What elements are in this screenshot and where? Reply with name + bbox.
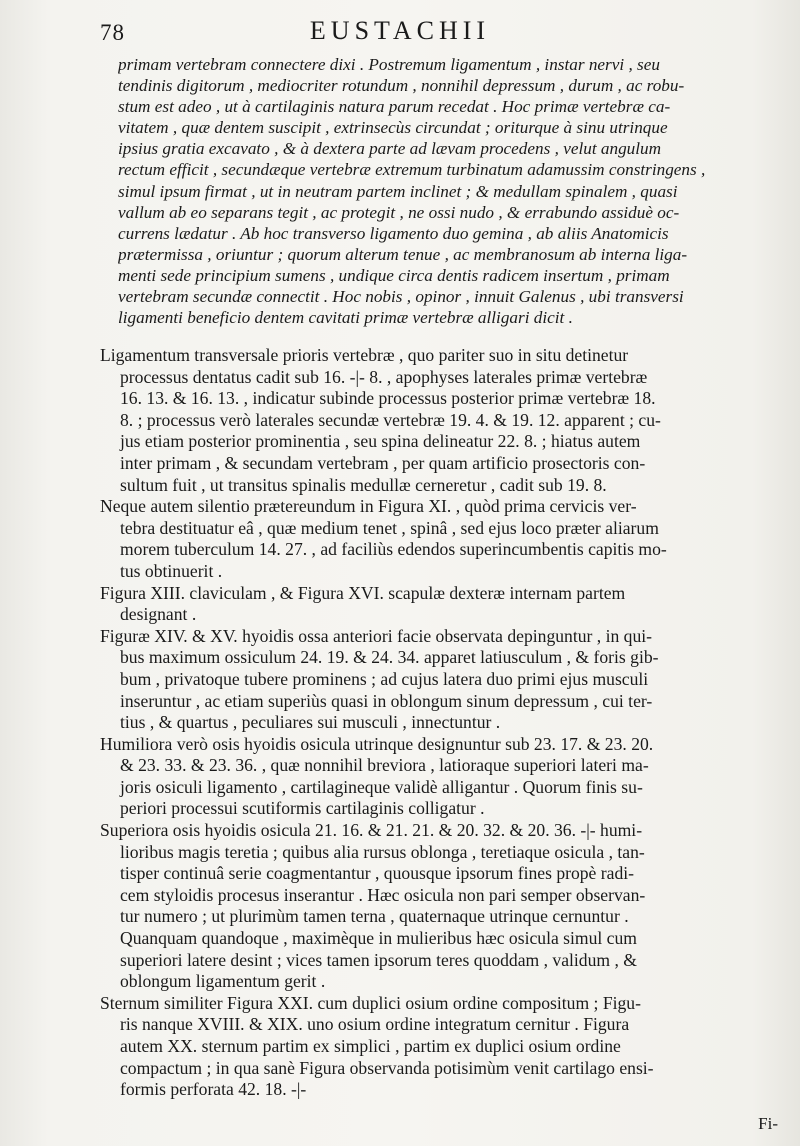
text-line: oblongum ligamentum gerit . bbox=[120, 971, 326, 992]
text-line: Sternum similiter Figura XXI. cum duplici osium ordine compositum ; Figu- bbox=[100, 992, 641, 1013]
text-line: inter primam , & secundam vertebram , per quam artificio prosectoris con- bbox=[120, 452, 646, 473]
italic-line: tendinis digitorum , mediocriter rotundum , nonnihil depressum , durum , ac robu- bbox=[118, 76, 685, 96]
text-line: periori processui scutiformis cartilaginis colligatur . bbox=[120, 798, 485, 819]
text-line: inseruntur , ac etiam superiùs quasi in oblongum sinum depressum , cui ter- bbox=[120, 690, 653, 711]
paragraph-humiliora bbox=[100, 734, 786, 820]
italic-line: primam vertebram connectere dixi . Postremum ligamentum , instar nervi , seu bbox=[118, 55, 660, 74]
text-line: morem tuberculum 14. 27. , ad faciliùs edendos superincumbentis capitis mo- bbox=[120, 539, 667, 560]
text-line: sultum fuit , ut transitus spinalis medullæ cerneretur , cadit sub 19. 8. bbox=[120, 474, 607, 495]
text-line: Humiliora verò osis hyoidis osicula utrinque designuntur sub 23. 17. & 23. 20. bbox=[100, 733, 654, 754]
italic-line: rectum efficit , secundæque vertebræ extremum turbinatum adamussim constringens , bbox=[118, 160, 706, 180]
italic-line: currens lædatur . Ab hoc transverso ligamento duo gemina , ab aliis Anatomicis bbox=[118, 223, 669, 243]
text-line: bus maximum ossiculum 24. 19. & 24. 34. apparet latiusculum , & foris gib- bbox=[120, 647, 659, 668]
text-line: designant . bbox=[120, 604, 197, 625]
catchword: Fi- bbox=[758, 1114, 778, 1133]
paragraph-ligamentum bbox=[100, 345, 786, 496]
text-line: tius , & quartus , peculiares sui musculi , innectuntur . bbox=[120, 712, 501, 733]
text-line: 16. 13. & 16. 13. , indicatur subinde processus posterior primæ vertebræ 18. bbox=[120, 388, 656, 409]
text-line: Figura XIII. claviculam , & Figura XVI. scapulæ dexteræ internam partem bbox=[100, 582, 626, 603]
paragraph-neque bbox=[100, 496, 786, 582]
paragraph-superiora bbox=[100, 820, 786, 993]
text-line: Quanquam quandoque , maximèque in mulieribus hæc osicula simul cum bbox=[120, 928, 637, 949]
text-line: tur numero ; ut plurimùm tamen terna , quaternaque utrinque cernuntur . bbox=[120, 906, 629, 927]
text-line: tus obtinuerit . bbox=[120, 560, 223, 581]
text-line: lioribus magis teretia ; quibus alia rursus oblonga , teretiaque osicula , tan- bbox=[120, 841, 645, 862]
italic-line: vallum ab eo separans tegit , ac protegit , ne ossi nudo , & errabundo assiduè oc- bbox=[118, 202, 680, 222]
page-header bbox=[0, 14, 800, 48]
text-line: processus dentatus cadit sub 16. -|- 8. , apophyses laterales primæ vertebræ bbox=[120, 366, 648, 387]
italic-line: stum est adeo , ut à cartilaginis natura parum recedat . Hoc primæ vertebræ ca- bbox=[118, 97, 671, 117]
paragraph-figurae-xiv bbox=[100, 626, 786, 734]
text-line: tisper continuâ serie coagmentantur , quousque ipsorum fines propè radi- bbox=[120, 863, 634, 884]
italic-quotation bbox=[118, 54, 783, 328]
text-line: formis perforata 42. 18. -|- bbox=[120, 1079, 307, 1100]
page-number: 78 bbox=[100, 20, 125, 45]
body-text bbox=[100, 345, 786, 1101]
italic-line: simul ipsum firmat , ut in neutram partem inclinet ; & medullam spinalem , quasi bbox=[118, 181, 678, 201]
text-line: & 23. 33. & 23. 36. , quæ nonnihil breviora , latioraque superiori lateri ma- bbox=[120, 755, 649, 776]
italic-line: vertebram secundæ connectit . Hoc nobis , opinor , innuit Galenus , ubi transversi bbox=[118, 287, 684, 307]
italic-line: prætermissa , oriuntur ; quorum alterum tenue , ac membranosum ab interna liga- bbox=[118, 244, 688, 264]
paragraph-sternum bbox=[100, 993, 786, 1101]
text-line: 8. ; processus verò laterales secundæ vertebræ 19. 4. & 19. 12. apparent ; cu- bbox=[120, 409, 661, 430]
italic-line: ipsius gratia excavato , & à dextera parte ad lævam procedens , velut angulum bbox=[118, 139, 662, 159]
text-line: bum , privatoque tubere prominens ; ad cujus latera duo primi ejus musculi bbox=[120, 668, 649, 689]
running-head: EUSTACHII bbox=[309, 16, 491, 45]
text-line: ris nanque XVIII. & XIX. uno osium ordine integratum cernitur . Figura bbox=[120, 1014, 630, 1035]
italic-line: vitatem , quæ dentem suscipit , extrinsecùs circundat ; oriturque à sinu utrinque bbox=[118, 118, 668, 138]
text-line: cem styloidis procesus inserantur . Hæc osicula non pari semper observan- bbox=[120, 884, 646, 905]
text-line: Neque autem silentio prætereundum in Figura XI. , quòd prima cervicis ver- bbox=[100, 496, 637, 517]
text-line: jus etiam posterior prominentia , seu spina delineatur 22. 8. ; hiatus autem bbox=[120, 431, 641, 452]
italic-line: ligamenti beneficio dentem cavitati primæ vertebræ alligari dicit . bbox=[118, 308, 573, 328]
text-line: Ligamentum transversale prioris vertebræ , quo pariter suo in situ detinetur bbox=[100, 345, 629, 365]
paragraph-figura-xiii bbox=[100, 583, 786, 626]
text-line: compactum ; in qua sanè Figura observanda potisimùm venit cartilago ensi- bbox=[120, 1057, 654, 1078]
text-line: Figuræ XIV. & XV. hyoidis ossa anteriori facie observata depinguntur , in qui- bbox=[100, 625, 653, 646]
text-line: tebra destituatur eâ , quæ medium tenet , spinâ , sed ejus loco præter aliarum bbox=[120, 517, 659, 538]
text-line: joris osiculi ligamento , cartilagineque validè alligantur . Quorum finis su- bbox=[120, 776, 643, 797]
text-line: autem XX. sternum partim ex simplici , partim ex duplici osium ordine bbox=[120, 1036, 621, 1056]
italic-line: menti sede principium sumens , undique circa dentis radicem insertum , primam bbox=[118, 265, 670, 285]
text-line: Superiora osis hyoidis osicula 21. 16. & 21. 21. & 20. 32. & 20. 36. -|- humi- bbox=[100, 820, 643, 841]
text-line: superiori latere desint ; vices tamen ipsorum teres quoddam , validum , & bbox=[120, 949, 637, 970]
